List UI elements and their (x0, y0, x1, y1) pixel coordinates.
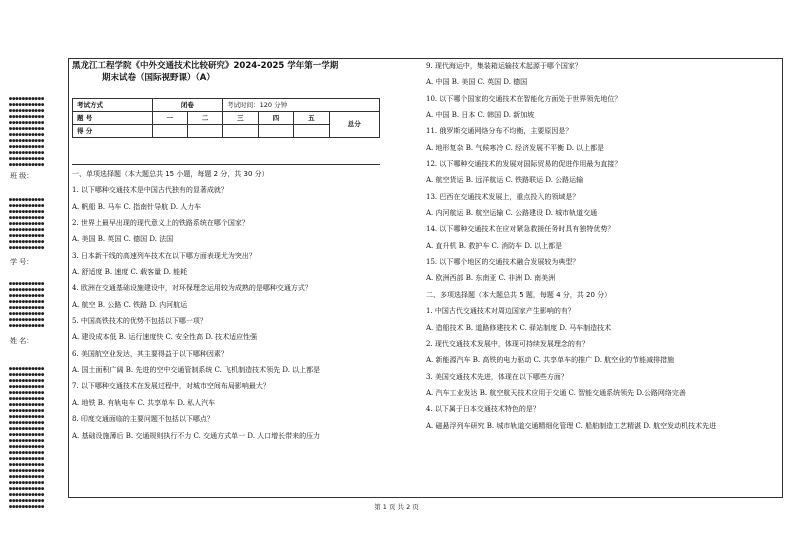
section-heading: 二、多项选择题（本大题总共 5 题，每题 4 分，共 20 分） (426, 290, 612, 299)
question-options: A. 中国 B. 日本 C. 韩国 D. 新加坡 (426, 111, 535, 120)
question-options: A. 内河航运 B. 航空运输 C. 公路建设 D. 城市轨道交通 (426, 209, 598, 218)
score-table (72, 98, 380, 138)
left-questions (72, 170, 380, 448)
question-options: A. 帆船 B. 马车 C. 指南针导航 D. 人力车 (72, 202, 202, 211)
question-text: 11. 俄罗斯交通网络分布不均衡，主要原因是？ (426, 127, 573, 136)
question-options: A. 地形复杂 B. 气候寒冷 C. 经济发展不平衡 D. 以上都是 (426, 143, 605, 152)
col-header: 四 (258, 112, 294, 125)
student-id-label: 学 号： (10, 258, 34, 266)
question-options: A. 国土面积广阔 B. 先进的空中交通管制系统 C. 飞机制造技术领先 D. 以上都是 (72, 366, 321, 375)
right-questions (426, 62, 771, 438)
question-options: A. 舒适度 B. 速度 C. 载客量 D. 能耗 (72, 268, 188, 277)
question-options: A. 地铁 B. 有轨电车 C. 共享单车 D. 私人汽车 (72, 398, 216, 407)
question-text: 3. 美国交通技术先进，体现在以下哪些方面？ (426, 372, 568, 381)
col-header: 一 (152, 112, 187, 125)
exam-time: 考试时间：120 分钟 (223, 99, 380, 112)
question-text: 5. 中国高铁技术的优势不包括以下哪一项？ (72, 317, 207, 326)
divider (72, 164, 380, 165)
question-options: A. 新能源汽车 B. 高铁的电力驱动 C. 共享单车的推广 D. 航空业的节能减排措施 (426, 356, 675, 365)
question-options: A. 航空货运 B. 远洋航运 C. 铁路联运 D. 公路运输 (426, 176, 584, 185)
question-options: A. 直升机 B. 救护车 C. 消防车 D. 以上都是 (426, 241, 563, 250)
score-cell[interactable] (294, 125, 330, 138)
class-label: 班 级： (10, 172, 34, 180)
col-header: 二 (187, 112, 222, 125)
question-text: 2. 现代交通技术发展中，体现可持续发展理念的有？ (426, 339, 589, 348)
cut-line-dots: ●●●●●●●●●●● ●●●●●●●●●●● ●●●●●●●●●●● ●●●●●●●●●●● ●●●●●●●●●●● ●●●●●●●●●●● ●●●●●●●●●●● ●●●●●●●●●●● (9, 281, 45, 329)
question-text: 2. 世界上最早出现的现代意义上的铁路系统在哪个国家？ (72, 219, 249, 228)
question-text: 14. 以下哪种交通技术在应对紧急救援任务时具有独特优势？ (426, 225, 615, 234)
col-header: 五 (294, 112, 330, 125)
question-text: 9. 现代海运中，集装箱运输技术起源于哪个国家？ (426, 62, 582, 70)
question-text: 12. 以下哪种交通技术的发展对国际贸易的促进作用最为直接？ (426, 160, 622, 169)
question-options: A. 建设成本低 B. 运行速度快 C. 安全性高 D. 技术适应性强 (72, 333, 258, 342)
name-label: 姓 名： (10, 337, 34, 345)
score-cell[interactable] (223, 125, 259, 138)
question-options: A. 磁悬浮列车研究 B. 城市轨道交通精细化管理 C. 船舶制造工艺精湛 D. 航空发动机技术先进 (426, 421, 717, 430)
question-text: 6. 美国航空业发达，其主要得益于以下哪种因素？ (72, 349, 228, 358)
binding-margin (0, 0, 70, 549)
section-heading: 一、单项选择题（本大题总共 15 小题，每题 2 分，共 30 分） (72, 170, 269, 178)
total-label: 总分 (329, 112, 379, 138)
cut-line-dots: ●●●●●●●●●●● ●●●●●●●●●●● ●●●●●●●●●●● ●●●●●●●●●●● ●●●●●●●●●●● ●●●●●●●●●●● ●●●●●●●●●●● ●●●●●●●●●●● ●●●●●●●●●●● (9, 197, 45, 251)
exam-mode-value: 闭卷 (152, 99, 223, 112)
question-options: A. 美国 B. 英国 C. 德国 D. 法国 (72, 235, 174, 244)
question-number-label: 题 号 (73, 112, 153, 125)
question-options: A. 汽车工业发达 B. 航空航天技术应用于交通 C. 智能交通系统领先 D.公路网络完善 (426, 388, 686, 397)
exam-subtitle: 期末试卷（国际视野课）（A） (102, 73, 215, 83)
exam-title: 黑龙江工程学院《中外交通技术比较研究》2024-2025 学年第一学期 (72, 61, 339, 71)
cut-line-dots: ●●●●●●●●●●● ●●●●●●●●●●● ●●●●●●●●●●● ●●●●●●●●●●● ●●●●●●●●●●● ●●●●●●●●●●● ●●●●●●●●●●● ●●●●●●●●●●● ●●●●●●●●●●● ●●●●●●●●●●● ●●●●●●●●●●● ●●●●●●●●●●● ●●●●●●●●●●● ●●●●●●●●●●● ●●●●●●●●●●● ●●●●●●●●●●● ●●●●●●●●●●● ●●●●●●●●●●● ●●●●●●●●●●● ●●●●●●●●●●● ●●●●●●●●●●● ●●●●●●●●●●● ●●●●●●●●●●● ●●●●●●●●●●● (9, 366, 45, 510)
score-label: 得 分 (73, 125, 153, 138)
question-text: 8. 印度交通面临的主要问题不包括以下哪点？ (72, 415, 214, 424)
exam-title-block (72, 60, 380, 84)
score-cell[interactable] (258, 125, 294, 138)
question-text: 4. 欧洲在交通基础设施建设中，对环保理念运用较为成熟的是哪种交通方式？ (72, 284, 312, 293)
question-text: 1. 以下哪种交通技术是中国古代独有的显著成就？ (72, 186, 228, 195)
question-text: 10. 以下哪个国家的交通技术在智能化方面处于世界领先地位？ (426, 94, 622, 103)
question-text: 4. 以下属于日本交通技术特色的是？ (426, 405, 540, 414)
page-footer: 第 1 页 共 2 页 (374, 503, 419, 511)
question-options: A. 造船技术 B. 道路修建技术 C. 驿站制度 D. 马车制造技术 (426, 323, 612, 332)
question-options: A. 基础设施薄后 B. 交通规则执行不力 C. 交通方式单一 D. 人口增长带来的压力 (72, 431, 321, 440)
question-text: 15. 以下哪个地区的交通技术融合发展较为典型？ (426, 258, 580, 267)
question-options: A. 中国 B. 美国 C. 英国 D. 德国 (426, 78, 528, 87)
score-cell[interactable] (152, 125, 187, 138)
question-text: 3. 日本新干线的高速列车技术在以下哪方面表现尤为突出？ (72, 251, 256, 260)
score-cell[interactable] (187, 125, 222, 138)
question-text: 13. 巴西在交通技术发展上，重点投入的领域是？ (426, 192, 580, 201)
cut-line-dots: ●●●●●●●●●●● ●●●●●●●●●●● ●●●●●●●●●●● ●●●●●●●●●●● ●●●●●●●●●●● ●●●●●●●●●●● ●●●●●●●●●●● ●●●●●●●●●●● ●●●●●●●●●●● ●●●●●●●●●●● ●●●●●●●●●●● ●●●●●●●●●●● (9, 96, 45, 168)
exam-mode-label: 考试方式 (73, 99, 153, 112)
question-options: A. 航空 B. 公路 C. 铁路 D. 内河航运 (72, 300, 188, 309)
col-header: 三 (223, 112, 259, 125)
question-options: A. 欧洲西部 B. 东南亚 C. 非洲 D. 南美洲 (426, 274, 556, 283)
question-text: 7. 以下哪种交通技术在发展过程中，对城市空间布局影响最大？ (72, 382, 270, 391)
question-text: 1. 中国古代交通技术对周边国家产生影响的有？ (426, 307, 575, 316)
